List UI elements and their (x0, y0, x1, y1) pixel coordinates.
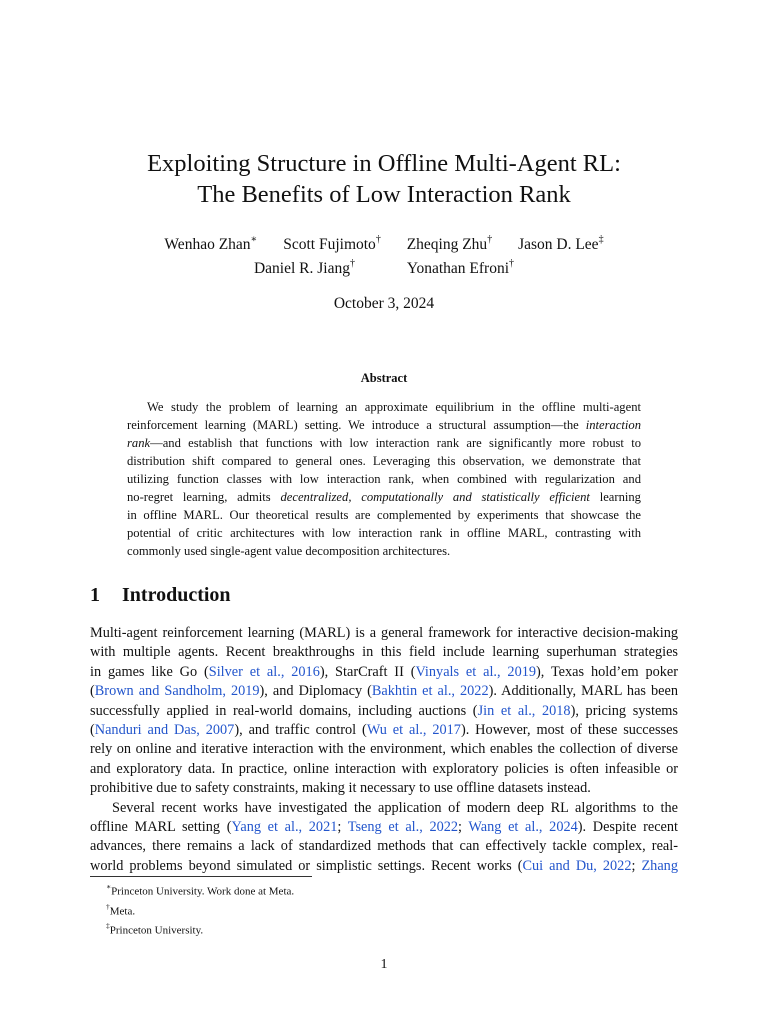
body-line: Multi-agent reinforcement learning (MARL) is a general framework for interactive decision-making (90, 625, 678, 641)
citation-link[interactable]: Tseng et al., 2022 (347, 819, 459, 836)
body-line: with multiple agents. Recent breakthroughs in this field include learning superhuman strategies (90, 644, 678, 661)
body-line: successfully applied in real-world domains, including auctions (Jin et al., 2018), pricing systems (90, 702, 678, 719)
abstract-line: in offline MARL. Our theoretical results are complemented by experiments that showcase the (127, 508, 641, 522)
title-line-1: Exploiting Structure in Offline Multi-Agent RL: (147, 150, 621, 177)
body-line: rely on online and iterative interaction with the environment, which enables the collection of diverse (90, 741, 678, 758)
abstract-line: commonly used single-agent value decomposition architectures. (127, 544, 451, 558)
body-line: world problems beyond simulated or simplistic settings. Recent works (Cui and Du, 2022; Zhang (90, 857, 678, 874)
body-line: and exploratory data. In practice, online interaction with exploratory policies is often infeasible or (90, 760, 678, 777)
author: Yonathan Efroni† (406, 258, 515, 278)
author-row-2 (0, 259, 768, 278)
abstract-body (127, 398, 641, 560)
author: Zheqing Zhu† (406, 234, 493, 254)
citation-link[interactable]: Wang et al., 2024 (468, 819, 578, 836)
footnote: ∗Princeton University. Work done at Meta. (106, 882, 295, 898)
abstract-line: no-regret learning, admits decentralized, computationally and statistically efficient learning (127, 490, 641, 504)
abstract-heading: Abstract (360, 371, 408, 385)
section-title: Introduction (122, 584, 231, 606)
abstract-line: rank—and establish that functions with low interaction rank are significantly more robust to (127, 436, 641, 450)
author: Daniel R. Jiang† (253, 258, 355, 278)
citation-link[interactable]: Silver et al., 2016 (208, 663, 320, 680)
citation-link[interactable]: Vinyals et al., 2019 (415, 663, 537, 680)
citation-link[interactable]: Brown and Sandholm, 2019 (94, 683, 260, 700)
body-line: Several recent works have investigated the application of modern deep RL algorithms to the (112, 799, 678, 816)
citation-link[interactable]: Zhang (641, 857, 678, 874)
introduction-body (90, 624, 678, 876)
paper-title (0, 148, 768, 210)
abstract-line: distribution shift compared to general ones. Leveraging this observation, we demonstrate that (127, 454, 641, 468)
citation-link[interactable]: Yang et al., 2021 (231, 819, 338, 836)
author: Scott Fujimoto† (283, 234, 381, 254)
author: Wenhao Zhan∗ (164, 234, 258, 254)
footnote: †Meta. (106, 901, 136, 918)
body-line: (Nanduri and Das, 2007), and traffic control (Wu et al., 2017). However, most of these successes (90, 722, 679, 739)
section-heading (90, 584, 231, 607)
author: Jason D. Lee‡ (518, 234, 604, 254)
body-line: offline MARL setting (Yang et al., 2021; Tseng et al., 2022; Wang et al., 2024). Despite recent (90, 819, 679, 836)
publication-date: October 3, 2024 (333, 295, 435, 312)
body-line: in games like Go (Silver et al., 2016), StarCraft II (Vinyals et al., 2019), Texas hold’em poker (90, 663, 678, 680)
author-row-1 (0, 235, 768, 254)
footnote: ‡Princeton University. (106, 921, 204, 937)
section-number: 1 (90, 584, 100, 606)
body-line: (Brown and Sandholm, 2019), and Diplomacy (Bakhtin et al., 2022). Additionally, MARL has been (90, 683, 678, 700)
citation-link[interactable]: Bakhtin et al., 2022 (371, 683, 489, 700)
citation-link[interactable]: Wu et al., 2017 (366, 722, 461, 739)
citation-link[interactable]: Nanduri and Das, 2007 (94, 722, 235, 739)
abstract-line: reinforcement learning (MARL) setting. We introduce a structural assumption—the interaction (127, 418, 641, 432)
title-line-2: The Benefits of Low Interaction Rank (197, 181, 571, 208)
citation-link[interactable]: Cui and Du, 2022 (522, 857, 632, 874)
abstract-line: We study the problem of learning an approximate equilibrium in the offline multi-agent (147, 400, 641, 414)
abstract-line: utilizing function classes with low interaction rank, when combined with regularization and (127, 472, 641, 486)
footnotes (106, 880, 294, 939)
page-number: 1 (380, 957, 388, 972)
body-line: advances, there remains a lack of standardized methods that can effectively tackle complex, real- (90, 838, 678, 855)
body-line: prohibitive due to safety constraints, making it necessary to use offline datasets instead. (90, 780, 591, 797)
abstract-line: potential of critic architectures with low interaction rank in offline MARL, contrasting with (127, 526, 641, 540)
footnote-divider (90, 876, 312, 877)
citation-link[interactable]: Jin et al., 2018 (477, 702, 571, 719)
